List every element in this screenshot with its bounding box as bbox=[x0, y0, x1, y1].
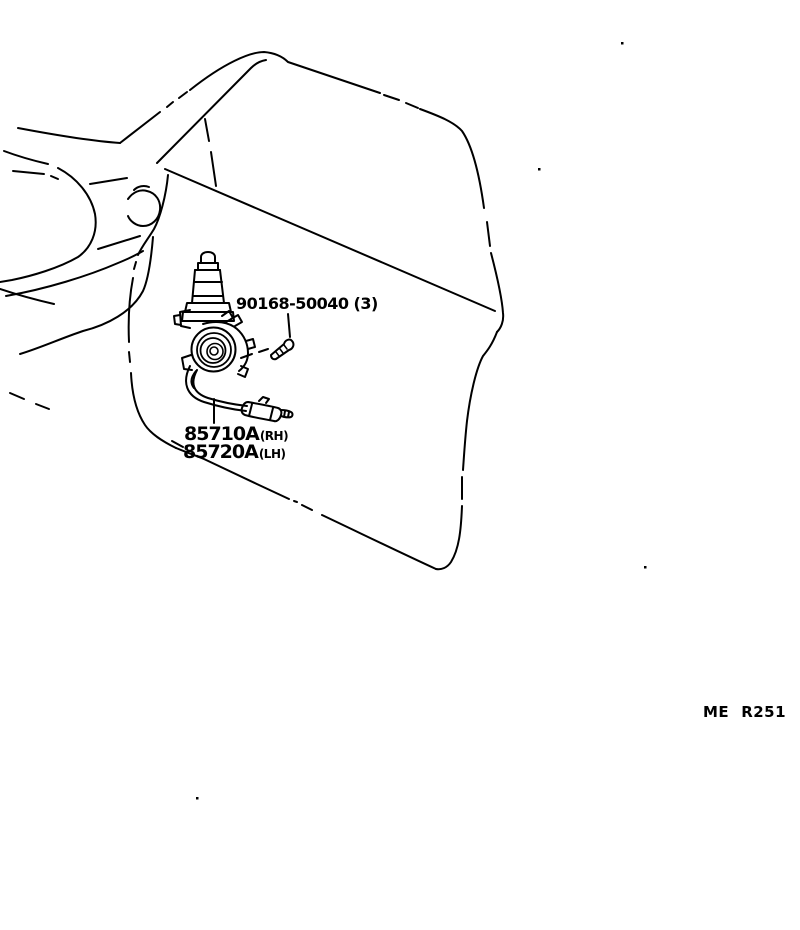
part-number-screw: 90168-50040 (3) bbox=[236, 294, 378, 313]
window-motor-illustration bbox=[174, 252, 293, 421]
mounting-screw-illustration bbox=[271, 340, 293, 360]
part-number-motor-lh-side: (LH) bbox=[258, 446, 286, 461]
part-number-motor-rh-side: (RH) bbox=[259, 428, 289, 443]
page-reference-code-left: ME bbox=[703, 703, 730, 721]
part-number-motor-rh-value: 85710A bbox=[184, 423, 259, 445]
part-number-motor-lh-value: 85720A bbox=[183, 441, 258, 463]
print-specks bbox=[196, 42, 647, 800]
wire-connector bbox=[242, 397, 293, 421]
page-reference-code-right: R251 bbox=[741, 703, 787, 721]
page-reference-code bbox=[703, 703, 786, 721]
car-body-lines bbox=[0, 128, 160, 409]
part-number-motor-lh bbox=[183, 443, 285, 462]
